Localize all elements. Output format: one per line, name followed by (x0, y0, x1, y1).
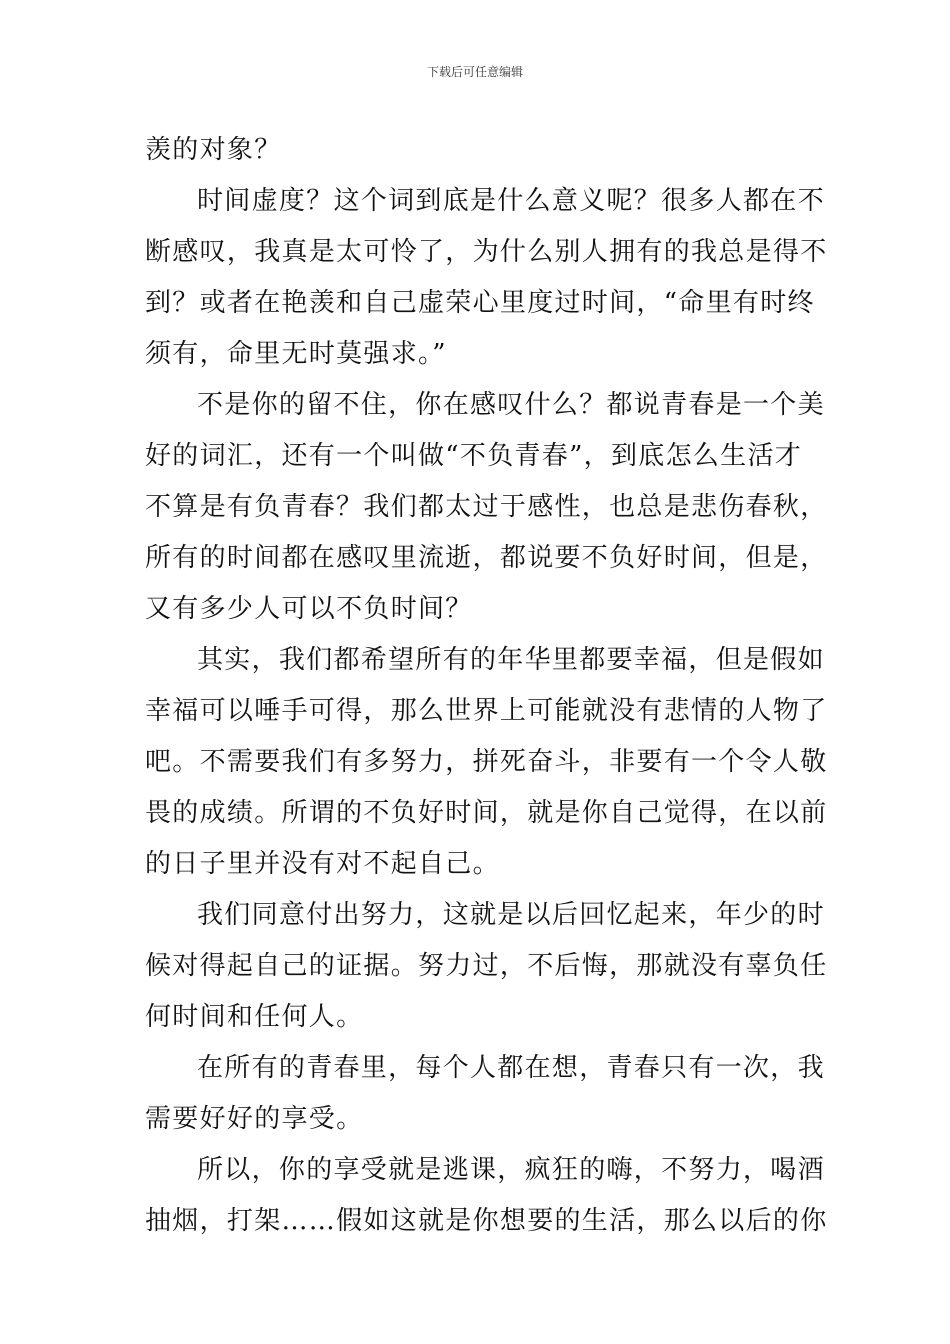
text-line: 须有，命里无时莫强求。” (145, 339, 447, 369)
paragraph (145, 125, 807, 176)
text-line: 到？或者在艳羡和自己虚荣心里度过时间，“命里有时终 (145, 288, 815, 318)
text-line: 候对得起自己的证据。努力过，不后悔，那就没有辜负任 (145, 951, 828, 981)
document-body (145, 125, 828, 1247)
text-line: 不是你的留不住，你在感叹什么？都说青春是一个美 (197, 390, 825, 420)
text-line: 我们同意付出努力，这就是以后回忆起来，年少的时 (197, 900, 825, 930)
paragraph (145, 176, 828, 380)
text-line: 好的词汇，还有一个叫做“不负青春”，到底怎么生活才 (145, 441, 803, 471)
page-header: 下载后可任意编辑 (426, 65, 523, 79)
text-line: 吧。不需要我们有多努力，拼死奋斗，非要有一个令人敬 (145, 747, 828, 777)
text-line: 不算是有负青春？我们都太过于感性，也总是悲伤春秋， (145, 492, 828, 522)
text-line: 的日子里并没有对不起自己。 (145, 849, 500, 879)
text-line: 在所有的青春里，每个人都在想，青春只有一次，我 (197, 1053, 825, 1083)
paragraph (145, 1043, 825, 1145)
text-line: 畏的成绩。所谓的不负好时间，就是你自己觉得，在以前 (145, 798, 828, 828)
text-line: 何时间和任何人。 (145, 1002, 364, 1032)
text-line: 断感叹，我真是太可怜了，为什么别人拥有的我总是得不 (145, 237, 828, 267)
paragraph (145, 890, 828, 1043)
paragraph (145, 1145, 828, 1247)
text-line: 幸福可以唾手可得，那么世界上可能就没有悲情的人物了 (145, 696, 828, 726)
text-line: 其实，我们都希望所有的年华里都要幸福，但是假如 (197, 645, 825, 675)
paragraph (145, 380, 828, 635)
text-line: 所以，你的享受就是逃课，疯狂的嗨，不努力，喝酒 (197, 1155, 825, 1185)
text-line: 所有的时间都在感叹里流逝，都说要不负好时间，但是， (145, 543, 828, 573)
text-line: 时间虚度？这个词到底是什么意义呢？很多人都在不 (197, 186, 825, 216)
text-line: 羡的对象？ (145, 135, 282, 165)
text-line: 需要好好的享受。 (145, 1104, 364, 1134)
text-line: 抽烟，打架……假如这就是你想要的生活，那么以后的你 (145, 1206, 828, 1236)
paragraph (145, 635, 828, 890)
text-line: 又有多少人可以不负时间？ (145, 594, 473, 624)
